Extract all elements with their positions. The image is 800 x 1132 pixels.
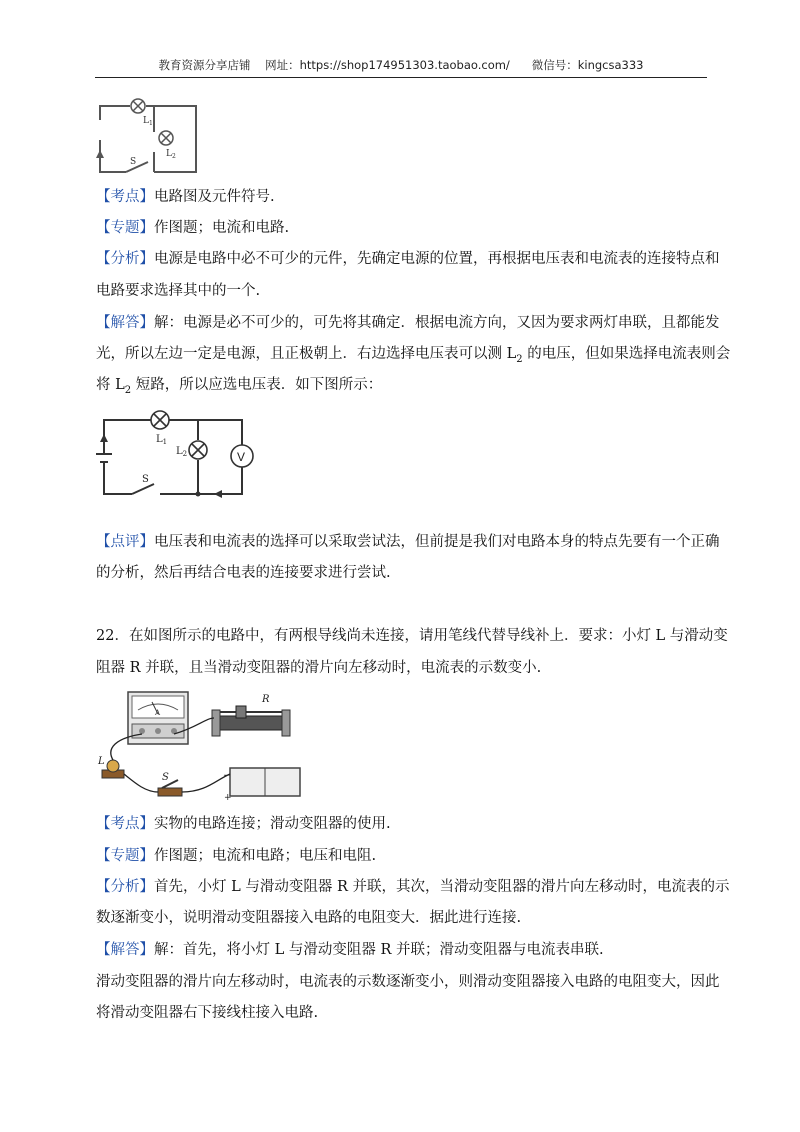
lamp-1-icon [151,411,169,429]
svg-text:L: L [98,756,105,767]
svg-text:V: V [237,450,246,464]
svg-text:R: R [262,694,270,705]
s1-kaodian: 【考点】电路图及元件符号. [96,189,275,205]
s2-fenxi-cont: 数逐渐变小，说明滑动变阻器接入电路的电阻变大．据此进行连接. [96,910,522,926]
s1-zhuanti: 【专题】作图题；电流和电路. [96,220,290,236]
label-l2: $L_2$ [166,149,176,160]
arrow-icon [214,490,222,498]
svg-text:−: − [223,771,231,781]
svg-text:A: A [155,709,161,717]
switch-icon [158,772,182,796]
s2-kaodian: 【考点】实物的电路连接；滑动变阻器的使用. [96,816,391,832]
arrow-icon [100,434,108,442]
s1-fenxi: 【分析】电源是电路中必不可少的元件，先确定电源的位置，再根据电压表和电流表的连接特点和 [96,251,720,267]
s2-jieda: 【解答】解：首先，将小灯 L 与滑动变阻器 R 并联；滑动变阻器与电流表串联. [96,942,604,958]
s1-dianping: 【点评】电压表和电流表的选择可以采取尝试法，但前提是我们对电路本身的特点先要有一个正确 [96,534,720,550]
circuit-diagram-1 [96,92,206,177]
physical-circuit-figure [96,688,306,803]
s2-jieda-cont1: 滑动变阻器的滑片向左移动时，电流表的示数逐渐变小，则滑动变阻器接入电路的电阻变大，因此 [96,974,720,990]
s1-jieda: 【解答】解：电源是必不可少的，可先将其确定．根据电流方向，又因为要求两灯串联，且都能发 [96,315,720,331]
label-l2: $L_2$ [176,446,188,458]
page-header: 教育资源分享店铺 网址：https://shop174951303.taobao.com/ 微信号：kingcsa333 [95,55,707,78]
question-22: 22．在如图所示的电路中，有两根导线尚未连接，请用笔线代替导线补上．要求：小灯 L 与滑动变 [96,628,728,644]
s2-jieda-cont2: 将滑动变阻器右下接线柱接入电路. [96,1005,319,1021]
label-s: S [142,474,149,485]
label-s: S [130,157,137,167]
battery-icon [223,768,300,803]
arrow-icon [96,150,104,158]
ammeter-icon [128,692,188,744]
lamp-1-icon [131,99,145,113]
s1-fenxi-cont: 电路要求选择其中的一个. [96,283,261,299]
lamp-2-icon [159,131,173,145]
svg-text:+: + [224,793,232,803]
circuit-diagram-2 [96,402,268,520]
lamp-2-icon [189,441,207,459]
label-l1: $L_1$ [156,434,168,446]
label-l1: $L_1$ [143,116,153,127]
question-22-cont: 阻器 R 并联，且当滑动变阻器的滑片向左移动时，电流表的示数变小. [96,660,542,676]
s2-zhuanti: 【专题】作图题；电流和电路；电压和电阻. [96,848,377,864]
rheostat-icon [212,694,290,736]
voltmeter-icon [231,445,253,467]
s2-fenxi: 【分析】首先，小灯 L 与滑动变阻器 R 并联，其次，当滑动变阻器的滑片向左移动时，电流表的示 [96,879,730,895]
s1-jieda-cont1: 光，所以左边一定是电源，且正极朝上．右边选择电压表可以测 $L_2$ 的电压，但如果选择电流表则会 [96,346,731,365]
s1-jieda-cont2: 将 $L_2$ 短路，所以应选电压表．如下图所示： [96,377,383,396]
svg-text:S: S [162,772,169,783]
s1-dianping-cont: 的分析，然后再结合电表的连接要求进行尝试. [96,565,391,581]
lamp-icon [97,756,124,778]
